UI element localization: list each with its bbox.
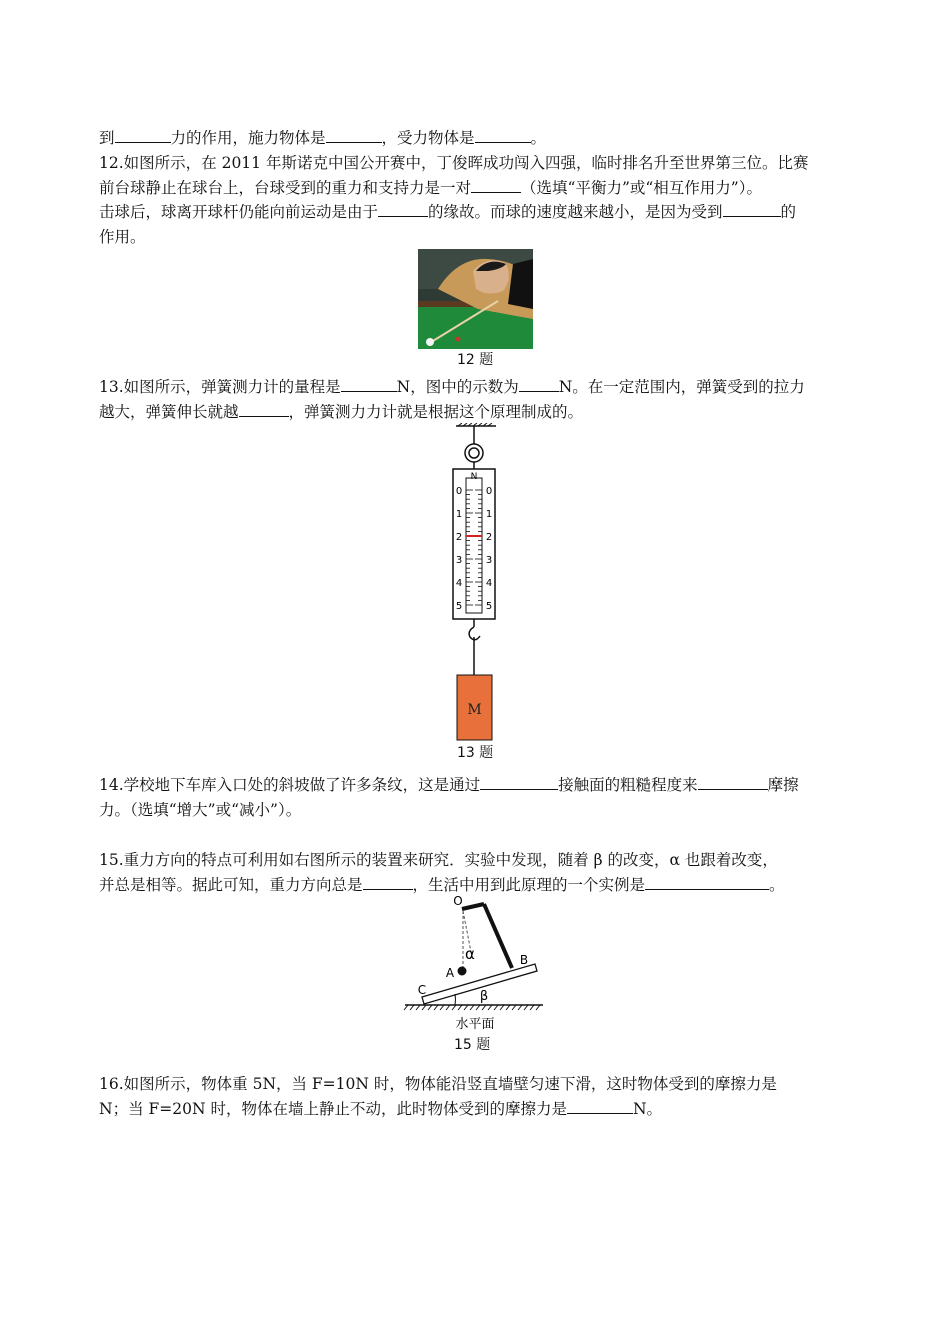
label-beta: β: [479, 989, 489, 1004]
label-alpha: α: [465, 945, 475, 963]
q15-figure-caption: 15 题: [454, 1037, 491, 1053]
label-b: B: [519, 953, 529, 967]
spring-scale-diagram: [440, 423, 520, 743]
snooker-photo: [418, 249, 533, 349]
scale-tick-label: 2: [455, 532, 463, 543]
blank[interactable]: [480, 773, 558, 790]
q14-line1: 14.学校地下车库入口处的斜坡做了许多条纹，这是通过 接触面的粗糙程度来 摩擦: [99, 773, 799, 797]
q13-line2: 越大，弹簧伸长就越 ，弹簧测力力计就是根据这个原理制成的。: [99, 400, 583, 424]
blank[interactable]: [239, 400, 289, 417]
blank[interactable]: [115, 126, 171, 143]
scale-tick-label: 1: [485, 509, 493, 520]
blank[interactable]: [363, 873, 413, 890]
q12-line2: 前台球静止在球台上，台球受到的重力和支持力是一对 （选填“平衡力”或“相互作用力”）。: [99, 176, 762, 200]
blank[interactable]: [698, 773, 768, 790]
blank[interactable]: [378, 200, 428, 217]
plumb-incline-diagram: [400, 893, 550, 1033]
q15-line2: 并总是相等。据此可知，重力方向总是 ，生活中用到此原理的一个实例是 。: [99, 873, 785, 897]
q12-line1: 12.如图所示，在 2011 年斯诺克中国公开赛中，丁俊晖成功闯入四强，临时排名升至世界第三位。比赛: [99, 154, 809, 172]
blank[interactable]: [475, 126, 531, 143]
scale-tick-label: 3: [485, 555, 493, 566]
scale-tick-label: 0: [485, 486, 493, 497]
scale-tick-label: 0: [455, 486, 463, 497]
ground-label: 水平面: [455, 1017, 495, 1032]
scale-tick-label: 5: [455, 601, 463, 612]
blank[interactable]: [326, 126, 382, 143]
scale-unit: N: [470, 472, 478, 482]
blank[interactable]: [471, 176, 521, 193]
scale-tick-label: 5: [485, 601, 493, 612]
q12-figure-caption: 12 题: [457, 352, 494, 368]
blank[interactable]: [567, 1097, 633, 1114]
blank[interactable]: [723, 200, 781, 217]
scale-tick-label: 4: [455, 578, 463, 589]
q13-line1: 13.如图所示，弹簧测力计的量程是 N，图中的示数为 N。在一定范围内，弹簧受到的拉力: [99, 375, 805, 399]
q12-line3: 击球后，球离开球杆仍能向前运动是由于 的缘故。而球的速度越来越小，是因为受到 的: [99, 200, 796, 224]
q16-line1: 16.如图所示，物体重 5N，当 F=10N 时，物体能沿竖直墙壁匀速下滑，这时物体受到的摩擦力是: [99, 1075, 777, 1093]
blank[interactable]: [519, 375, 559, 392]
label-c: C: [417, 983, 427, 997]
mass-label: M: [467, 702, 482, 718]
blank[interactable]: [645, 873, 769, 890]
scale-tick-label: 4: [485, 578, 493, 589]
label-o: O: [453, 894, 463, 908]
label-a: A: [445, 966, 455, 980]
scale-tick-label: 1: [455, 509, 463, 520]
q15-line1: 15.重力方向的特点可利用如右图所示的装置来研究．实验中发现，随着 β 的改变，α 也跟着改变，: [99, 851, 778, 869]
q16-line2: N；当 F=20N 时，物体在墙上静止不动，此时物体受到的摩擦力是 N。: [99, 1097, 662, 1121]
scale-tick-label: 3: [455, 555, 463, 566]
q12-line4: 作用。: [99, 228, 146, 246]
q14-line2: 力。（选填“增大”或“减小”）。: [99, 801, 302, 819]
q11-line1: 到 力的作用，施力物体是 ，受力物体是 。: [99, 126, 546, 150]
q13-figure-caption: 13 题: [457, 745, 494, 761]
scale-tick-label: 2: [485, 532, 493, 543]
blank[interactable]: [341, 375, 397, 392]
